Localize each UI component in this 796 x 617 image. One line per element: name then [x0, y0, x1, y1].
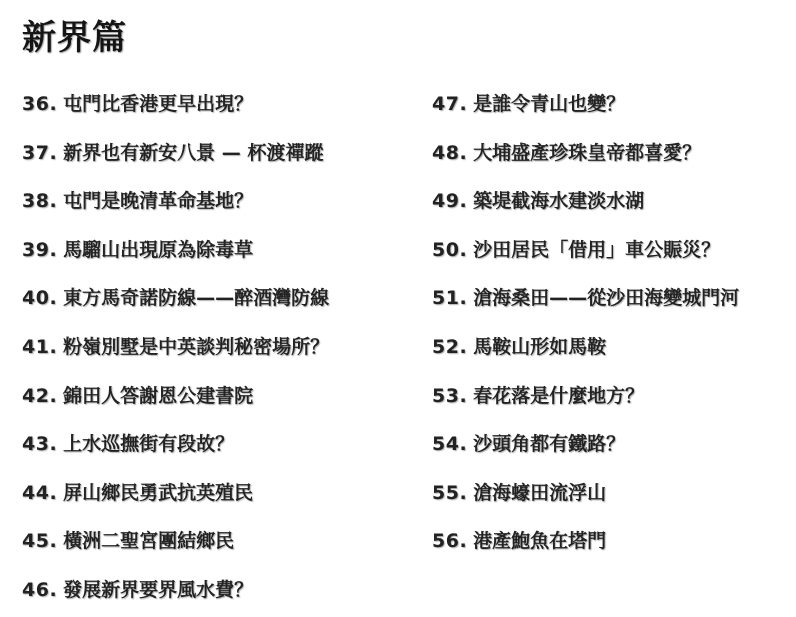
toc-item-title: 粉嶺別墅是中英談判秘密場所？: [63, 335, 330, 358]
toc-item-title: 大埔盛產珍珠皇帝都喜愛？: [473, 141, 702, 164]
toc-item-41[interactable]: [22, 325, 422, 374]
toc-item-title: 馬騮山出現原為除毒草: [63, 238, 254, 261]
toc-item-number: 49.: [432, 190, 468, 213]
toc-item-number: 41.: [22, 335, 58, 358]
toc-item-title: 上水巡撫街有段故？: [63, 433, 235, 456]
toc-item-number: 50.: [432, 238, 468, 261]
toc-item-title: 滄海桑田——從沙田海變城門河: [473, 287, 740, 310]
toc-item-title: 沙田居民「借用」車公賑災？: [473, 238, 721, 261]
toc-item-number: 56.: [432, 530, 468, 553]
toc-item-title: 東方馬奇諾防線——醉酒灣防線: [63, 287, 330, 310]
toc-item-55[interactable]: [432, 471, 782, 520]
toc-item-48[interactable]: [432, 131, 782, 180]
toc-item-number: 53.: [432, 384, 468, 407]
toc-item-number: 43.: [22, 433, 58, 456]
toc-item-50[interactable]: [432, 228, 782, 277]
toc-item-47[interactable]: [432, 82, 782, 131]
toc-item-42[interactable]: [22, 374, 422, 423]
toc-item-number: 38.: [22, 190, 58, 213]
page-title: 新界篇: [22, 18, 127, 58]
toc-item-53[interactable]: [432, 374, 782, 423]
toc-item-46[interactable]: [22, 568, 422, 617]
toc-item-number: 45.: [22, 530, 58, 553]
toc-item-number: 36.: [22, 93, 58, 115]
toc-item-36[interactable]: [22, 82, 422, 131]
toc-item-number: 47.: [432, 93, 468, 115]
toc-item-45[interactable]: [22, 519, 422, 568]
toc-right-column: [432, 82, 782, 568]
toc-item-number: 39.: [22, 238, 58, 261]
toc-item-title: 港產鮑魚在塔門: [473, 530, 607, 553]
toc-item-37[interactable]: [22, 131, 422, 180]
toc-item-56[interactable]: [432, 519, 782, 568]
toc-item-number: 48.: [432, 141, 468, 164]
toc-item-number: 51.: [432, 287, 468, 310]
toc-item-title: 築堤截海水建淡水湖: [473, 190, 645, 213]
toc-item-number: 42.: [22, 384, 58, 407]
toc-item-number: 54.: [432, 433, 468, 456]
toc-item-43[interactable]: [22, 422, 422, 471]
toc-item-49[interactable]: [432, 179, 782, 228]
toc-item-number: 46.: [22, 578, 58, 601]
toc-item-number: 52.: [432, 335, 468, 358]
toc-item-54[interactable]: [432, 422, 782, 471]
toc-item-title: 春花落是什麼地方？: [473, 384, 645, 407]
toc-item-title: 發展新界要界風水費？: [63, 578, 254, 601]
toc-item-title: 屏山鄉民勇武抗英殖民: [63, 481, 254, 504]
toc-item-38[interactable]: [22, 179, 422, 228]
toc-item-44[interactable]: [22, 471, 422, 520]
toc-item-40[interactable]: [22, 276, 422, 325]
toc-item-title: 錦田人答謝恩公建書院: [63, 384, 254, 407]
toc-item-39[interactable]: [22, 228, 422, 277]
toc-item-number: 40.: [22, 287, 58, 310]
toc-item-title: 馬鞍山形如馬鞍: [473, 335, 607, 358]
toc-item-51[interactable]: [432, 276, 782, 325]
toc-item-title: 新界也有新安八景 — 杯渡禪蹤: [63, 141, 324, 164]
toc-item-title: 沙頭角都有鐵路？: [473, 433, 626, 456]
toc-item-title: 橫洲二聖宮團結鄉民: [63, 530, 235, 553]
toc-item-title: 屯門比香港更早出現？: [63, 93, 254, 115]
toc-item-number: 55.: [432, 481, 468, 504]
toc-item-title: 滄海蠔田流浮山: [473, 481, 607, 504]
toc-item-number: 44.: [22, 481, 58, 504]
toc-item-title: 是誰令青山也變？: [473, 93, 626, 115]
toc-left-column: [22, 82, 422, 617]
toc-item-52[interactable]: [432, 325, 782, 374]
toc-item-number: 37.: [22, 141, 58, 164]
toc-item-title: 屯門是晚清革命基地？: [63, 190, 254, 213]
